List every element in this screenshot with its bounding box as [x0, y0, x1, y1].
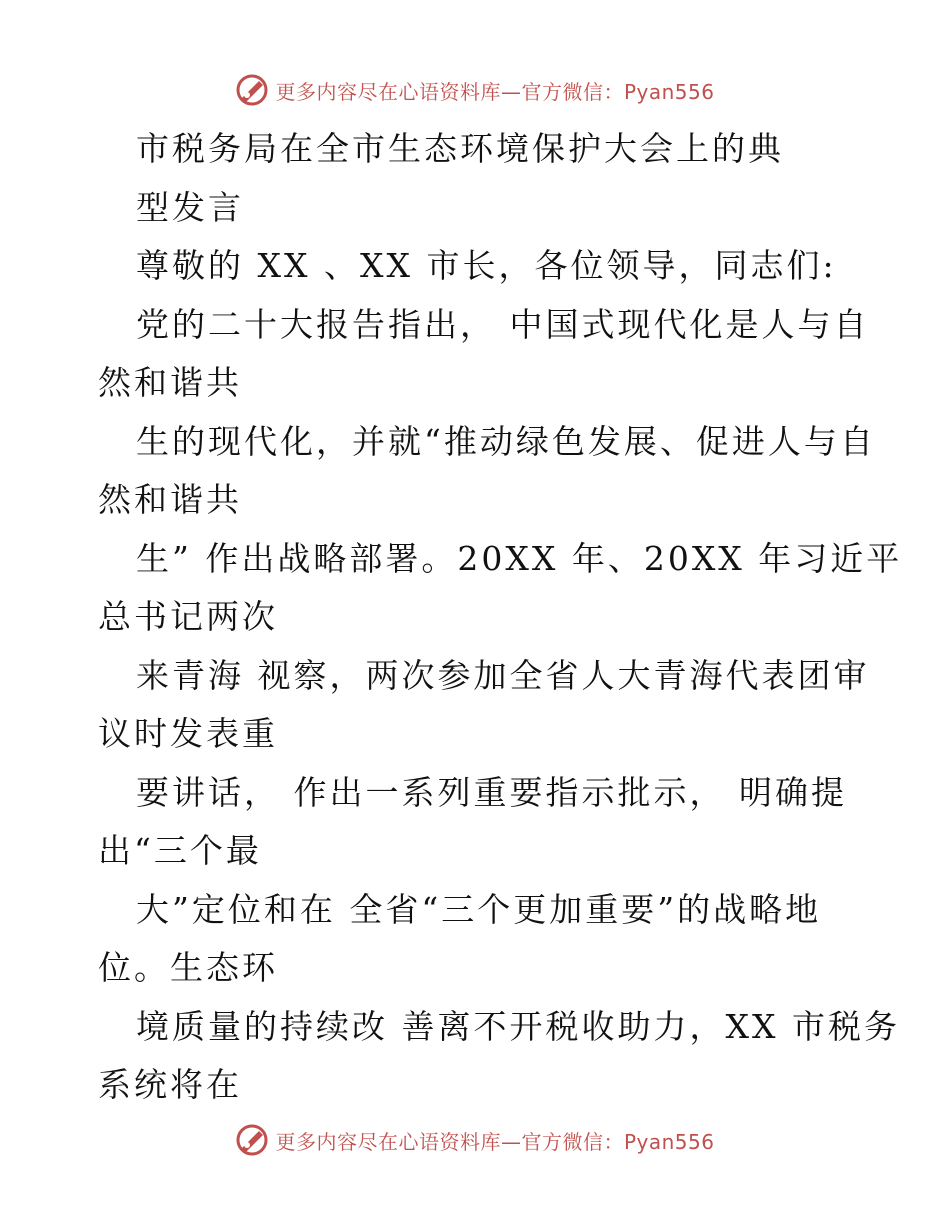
text-line: 党的二十大报告指出， 中国式现代化是人与自: [136, 304, 870, 344]
footer-watermark: [0, 1120, 950, 1160]
text-line: 尊敬的 XX 、XX 市长，各位领导，同志们:: [136, 246, 837, 285]
text-line: 大”定位和在 全省“三个更加重要”的战略地: [136, 889, 822, 929]
text-line: 市税务局在全市生态环境保护大会上的典: [136, 129, 784, 168]
text-line: 型发言: [136, 187, 244, 227]
pen-logo-icon: [235, 1123, 269, 1157]
text-line: 议时发表重: [98, 714, 278, 753]
text-line: 然和谐共: [98, 480, 242, 519]
text-line: 出“三个最: [98, 831, 262, 870]
text-line: 系统将在: [98, 1065, 242, 1104]
text-line: 来青海 视察，两次参加全省人大青海代表团审: [136, 655, 870, 695]
header-watermark: [0, 70, 950, 110]
pen-logo-icon: [235, 73, 269, 107]
document-body: [98, 120, 903, 1115]
text-line: 位。生态环: [98, 948, 278, 987]
text-line: 境质量的持续改 善离不开税收助力，XX 市税务: [136, 1006, 900, 1046]
header-watermark-text: 更多内容尽在心语资料库—官方微信：Pyan556: [275, 79, 715, 104]
text-line: 生的现代化，并就“推动绿色发展、促进人与自: [136, 421, 876, 461]
text-line: 然和谐共: [98, 363, 242, 402]
text-line: 总书记两次: [98, 597, 278, 636]
text-line: 生” 作出战略部署。20XX 年、20XX 年习近平: [136, 538, 903, 578]
footer-watermark-text: 更多内容尽在心语资料库—官方微信：Pyan556: [275, 1129, 715, 1154]
text-line: 要讲话， 作出一系列重要指示批示， 明确提: [136, 772, 847, 812]
